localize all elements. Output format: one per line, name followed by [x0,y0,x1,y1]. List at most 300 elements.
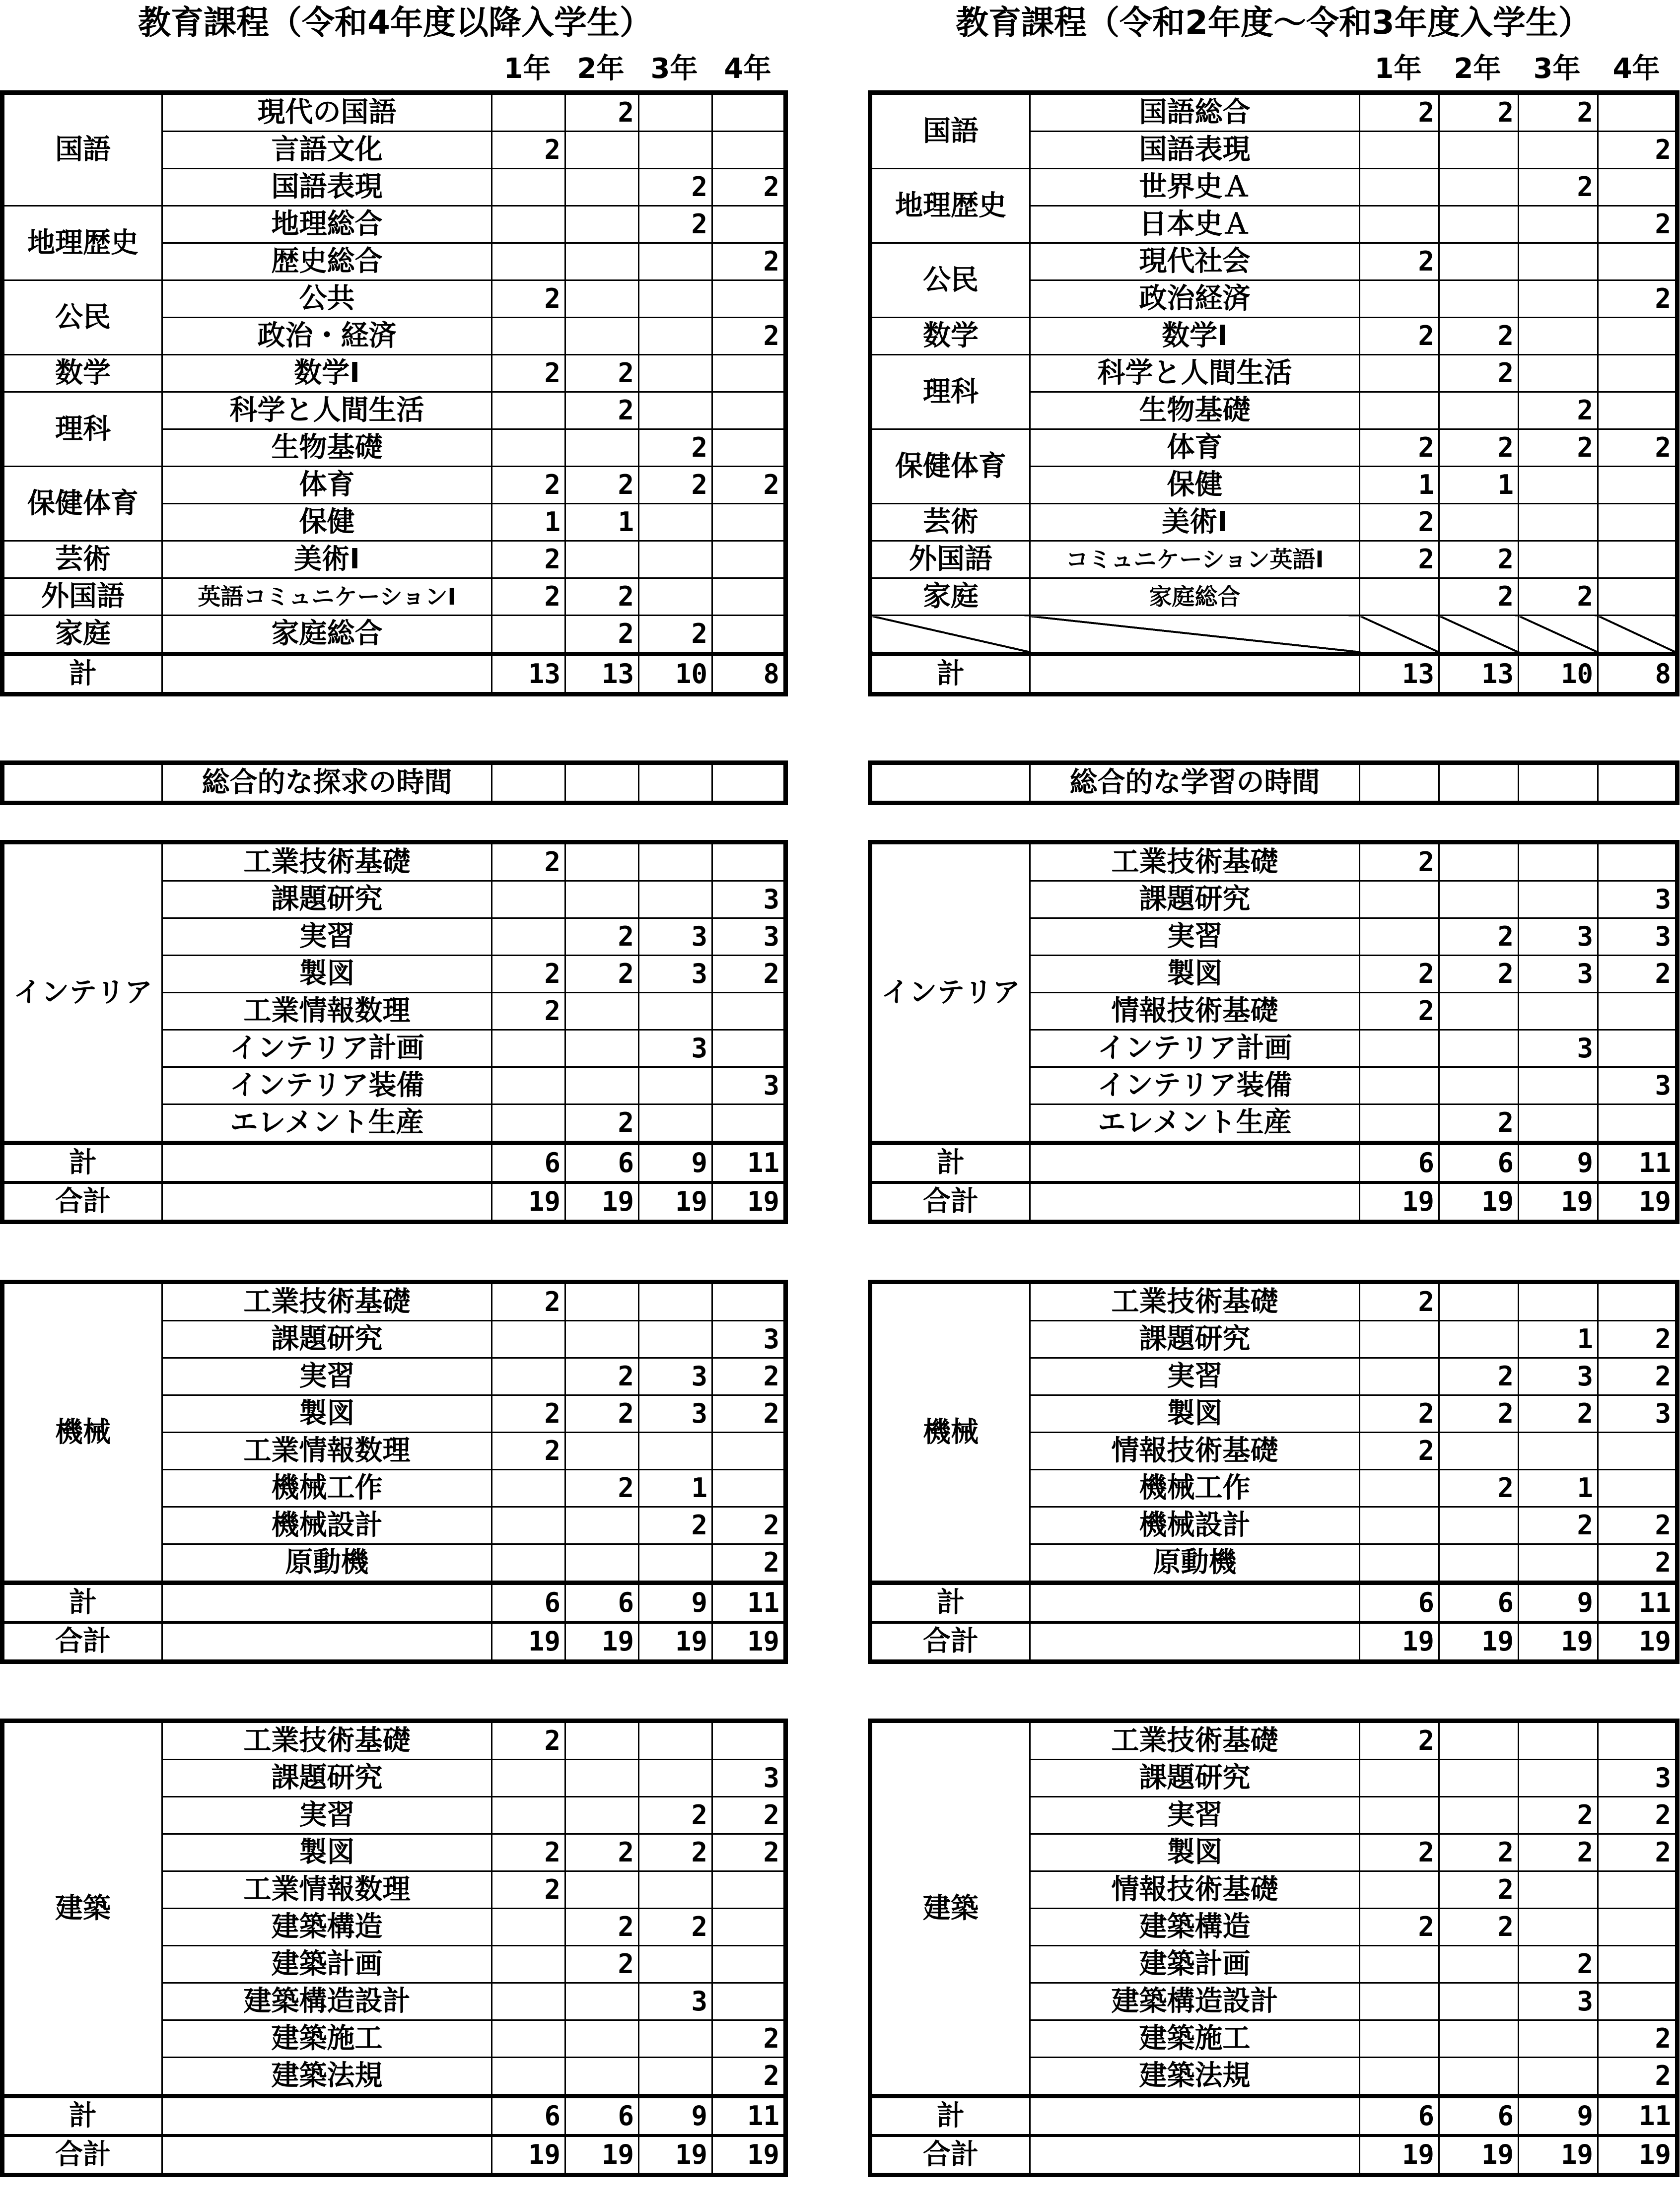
value-cell-year-1: 2 [492,541,565,578]
value-cell-year-2: 2 [565,1909,639,1946]
subject-name: 建築構造 [162,1909,492,1946]
value-cell-year-3 [1519,1871,1598,1909]
subject-name: 美術Ⅰ [1030,504,1360,541]
value-cell-year-1 [1360,132,1439,169]
value-cell-year-1 [492,2058,565,2096]
value-cell-year-3 [639,1282,712,1321]
value-cell-year-1: 1 [1360,467,1439,504]
value-cell-year-1: 2 [492,578,565,616]
value-cell-year-2: 2 [565,93,639,132]
value-cell-year-4 [1598,578,1678,616]
value-cell-year-3: 1 [1519,1321,1598,1358]
year-headers-left [490,50,784,88]
value-cell-year-2: 2 [565,1470,639,1507]
value-cell-year-4 [712,1871,786,1909]
value-cell-year-2 [1439,1282,1519,1321]
value-cell-year-4 [712,504,786,541]
value-cell-year-4: 11 [1598,1143,1678,1183]
value-cell-year-4 [1598,243,1678,280]
value-cell-year-2 [565,1544,639,1583]
subject-name: 製図 [162,1395,492,1433]
value-cell-year-1 [1360,206,1439,243]
value-cell-year-4: 11 [712,2096,786,2136]
value-cell-year-4: 2 [712,1797,786,1834]
subject-name: 国語表現 [162,169,492,206]
value-cell-year-3: 3 [639,1395,712,1433]
subject-name: 実習 [162,1358,492,1395]
subject-name: 実習 [1030,1797,1360,1834]
value-cell-year-3: 1 [639,1470,712,1507]
value-cell-year-4 [712,1282,786,1321]
value-cell-year-4: 11 [712,1583,786,1623]
value-cell-year-1 [1360,392,1439,429]
subject-name: 現代の国語 [162,93,492,132]
value-cell-year-4: 2 [1598,280,1678,318]
value-cell-year-4 [712,1946,786,1983]
subject-name: 工業技術基礎 [162,842,492,881]
value-cell-year-3: 2 [1519,1797,1598,1834]
value-cell-year-4 [712,429,786,467]
value-cell-year-4 [1598,541,1678,578]
value-cell-year-3 [1519,881,1598,918]
subject-name: 建築構造設計 [162,1983,492,2020]
value-cell-year-2 [1439,1321,1519,1358]
year-header: 2年 [1454,53,1501,85]
value-cell-year-1 [492,1983,565,2020]
subject-row [870,355,1678,392]
subject-name: 機械工作 [1030,1470,1360,1507]
value-cell-year-3 [639,1544,712,1583]
subject-name: 建築構造設計 [1030,1983,1360,2020]
total-subject-blank [162,1583,492,1623]
total-label: 合計 [870,1182,1030,1222]
value-cell-year-4: 2 [1598,1321,1678,1358]
value-cell-year-2 [1439,1760,1519,1797]
total-subject-blank [162,654,492,694]
value-cell-year-2: 19 [565,1622,639,1662]
total-subject-blank [1030,1622,1360,1662]
value-cell-year-2 [1439,1433,1519,1470]
department-table-arch [0,1719,788,2177]
subject-name: 英語コミュニケーションⅠ [162,578,492,616]
value-cell-year-1 [492,1104,565,1143]
value-cell-year-1: 2 [492,1433,565,1470]
department-table-machine [868,1280,1680,1664]
subject-name: 実習 [1030,918,1360,956]
value-cell-year-2: 2 [1439,1358,1519,1395]
value-cell-year-3: 3 [1519,918,1598,956]
value-cell-year-4: 19 [712,1622,786,1662]
subject-name: 製図 [1030,1834,1360,1871]
value-cell-year-3: 9 [639,2096,712,2136]
total-label: 計 [2,2096,162,2136]
integrated-study-table [868,760,1680,805]
value-cell-year-1: 2 [492,132,565,169]
value-cell-year-4 [712,1433,786,1470]
value-cell-year-1 [1360,578,1439,616]
value-cell-year-1 [492,1358,565,1395]
subject-row [870,1721,1678,1760]
value-cell-year-1 [1360,1321,1439,1358]
subject-row [2,392,786,429]
value-cell-year-1: 19 [492,1182,565,1222]
value-cell-year-4 [1598,318,1678,355]
value-cell-year-4 [712,1909,786,1946]
value-cell-year-1: 13 [1360,654,1439,694]
subject-name: 工業技術基礎 [1030,1282,1360,1321]
value-cell-year-1: 2 [1360,541,1439,578]
subject-name: 公共 [162,280,492,318]
value-cell-year-1: 2 [1360,1395,1439,1433]
subject-name: 地理総合 [162,206,492,243]
value-cell-year-3 [1519,842,1598,881]
category-cell: 理科 [870,355,1030,429]
subject-row [870,1282,1678,1321]
subject-name: 機械設計 [162,1507,492,1544]
value-cell-year-2 [565,169,639,206]
value-cell-year-2 [565,1282,639,1321]
value-cell-year-2 [565,280,639,318]
value-cell-year-3: 19 [1519,2136,1598,2175]
value-cell-year-3: 2 [639,169,712,206]
value-cell-year-4: 2 [712,243,786,280]
value-cell-year-1: 19 [492,1622,565,1662]
subject-row [870,842,1678,881]
value-cell-year-4: 19 [712,2136,786,2175]
value-cell-year-2 [565,243,639,280]
value-cell-year-3: 2 [639,467,712,504]
total-label: 計 [870,1143,1030,1183]
value-cell-year-1 [492,206,565,243]
value-cell-year-1: 2 [1360,429,1439,467]
value-cell-year-1: 2 [492,280,565,318]
value-cell-year-3 [639,504,712,541]
value-cell-year-4: 2 [712,956,786,993]
total-subject-blank [162,1143,492,1183]
value-cell-year-2: 2 [1439,578,1519,616]
value-cell-year-4 [712,578,786,616]
total-label: 合計 [2,2136,162,2175]
value-cell-year-3 [1519,1721,1598,1760]
value-cell-year-2 [565,993,639,1030]
subtotal-row [2,1583,786,1623]
subject-name: 言語文化 [162,132,492,169]
subject-row [2,280,786,318]
department-table-machine [0,1280,788,1664]
value-cell-year-2 [565,1871,639,1909]
value-cell-year-1 [1360,1358,1439,1395]
subject-name: インテリア装備 [1030,1067,1360,1104]
subtotal-row [2,654,786,694]
value-cell-year-3: 9 [1519,1143,1598,1183]
subject-name: 現代社会 [1030,243,1360,280]
value-cell-year-2: 19 [1439,1622,1519,1662]
value-cell-year-3: 2 [1519,1834,1598,1871]
value-cell-year-2: 2 [565,1946,639,1983]
value-cell-year-2: 19 [565,2136,639,2175]
total-label: 合計 [870,1622,1030,1662]
value-cell-year-4: 2 [1598,132,1678,169]
value-cell-year-4: 2 [1598,206,1678,243]
category-cell: 外国語 [870,541,1030,578]
category-cell: 数学 [870,318,1030,355]
value-cell-year-1 [492,1067,565,1104]
value-cell-year-3 [639,318,712,355]
subject-name: インテリア計画 [162,1030,492,1067]
value-cell-year-2 [1439,1946,1519,1983]
common-subjects-table [868,90,1680,696]
subject-name: 課題研究 [1030,1760,1360,1797]
value-cell-year-3: 10 [639,654,712,694]
value-cell-year-2 [1439,1067,1519,1104]
value-cell-year-1 [1360,1760,1439,1797]
value-cell-year-3: 2 [1519,1946,1598,1983]
value-cell-year-1 [492,881,565,918]
value-cell-year-2 [565,2058,639,2096]
category-cell: 地理歴史 [870,169,1030,243]
value-cell-year-3: 2 [1519,392,1598,429]
value-cell-year-1 [1360,2058,1439,2096]
value-cell-year-1 [1360,169,1439,206]
value-cell-year-2: 2 [1439,1470,1519,1507]
value-cell-year-3 [1519,318,1598,355]
category-cell: 国語 [870,93,1030,169]
value-cell-year-2 [565,1760,639,1797]
value-cell-year-1 [1360,2020,1439,2058]
category-cell: 地理歴史 [2,206,162,280]
value-cell-year-1: 19 [1360,1622,1439,1662]
value-cell-year-4 [1598,1282,1678,1321]
subject-name: 情報技術基礎 [1030,1433,1360,1470]
subject-name: 工業情報数理 [162,1871,492,1909]
value-cell-year-4: 2 [712,1507,786,1544]
year-header: 4年 [724,53,771,85]
value-cell-year-3 [1519,1067,1598,1104]
department-name: 建築 [870,1721,1030,2096]
value-cell-year-4: 11 [1598,1583,1678,1623]
value-cell-year-1: 2 [1360,993,1439,1030]
value-cell-year-4 [1598,1104,1678,1143]
value-cell-year-1 [1360,1030,1439,1067]
value-cell-year-1 [492,1470,565,1507]
category-cell: 家庭 [2,616,162,654]
subject-name: 政治経済 [1030,280,1360,318]
common-subjects-table [0,90,788,696]
value-cell-year-4 [712,206,786,243]
category-cell: 理科 [2,392,162,467]
value-cell-year-3 [639,2058,712,2096]
subject-name: 製図 [1030,956,1360,993]
subtotal-row [2,1143,786,1183]
value-cell-year-1: 2 [1360,318,1439,355]
value-cell-year-2: 2 [1439,1909,1519,1946]
grand-total-row [2,1622,786,1662]
subject-name: 科学と人間生活 [162,392,492,429]
subject-row [2,1282,786,1321]
category-cell: 公民 [2,280,162,355]
value-cell-year-3 [639,93,712,132]
value-cell-year-1: 2 [492,1834,565,1871]
value-cell-year-4: 19 [1598,1182,1678,1222]
value-cell-year-1: 2 [492,355,565,392]
subtotal-row [870,2096,1678,2136]
total-label: 計 [2,654,162,694]
value-cell-year-3: 10 [1519,654,1598,694]
value-cell-year-1 [1360,881,1439,918]
value-cell-year-1: 2 [492,1395,565,1433]
value-cell-year-2 [565,881,639,918]
year-headers-right [1358,50,1676,88]
value-cell-year-1 [1360,1871,1439,1909]
value-cell-year-4 [1598,1946,1678,1983]
subject-name: インテリア計画 [1030,1030,1360,1067]
value-cell-year-1 [492,1760,565,1797]
value-cell-year-2 [1439,763,1519,803]
subject-name: 建築計画 [1030,1946,1360,1983]
value-cell-year-4 [1598,842,1678,881]
value-cell-year-1 [492,918,565,956]
value-cell-year-3 [639,132,712,169]
value-cell-year-3 [639,763,712,803]
value-cell-year-4: 2 [712,1358,786,1395]
value-cell-year-2: 19 [1439,1182,1519,1222]
value-cell-year-3: 19 [1519,1622,1598,1662]
value-cell-year-1 [492,392,565,429]
value-cell-year-4: 2 [1598,2020,1678,2058]
category-cell: 家庭 [870,578,1030,616]
value-cell-year-1 [1360,1797,1439,1834]
value-cell-year-4: 3 [1598,1395,1678,1433]
value-cell-year-1: 6 [1360,1143,1439,1183]
value-cell-year-2: 2 [1439,1104,1519,1143]
subject-row [870,541,1678,578]
subject-name: エレメント生産 [162,1104,492,1143]
value-cell-year-1: 2 [1360,1433,1439,1470]
subject-name: 機械設計 [1030,1507,1360,1544]
value-cell-year-1 [492,318,565,355]
value-cell-year-2 [565,132,639,169]
value-cell-year-4: 2 [1598,1797,1678,1834]
value-cell-year-1: 2 [1360,842,1439,881]
value-cell-year-2 [565,1983,639,2020]
integrated-study-row [870,763,1678,803]
value-cell-year-4: 2 [1598,1834,1678,1871]
value-cell-year-1 [1360,1507,1439,1544]
value-cell-year-4: 2 [1598,2058,1678,2096]
value-cell-year-3: 2 [639,206,712,243]
subject-name: 建築法規 [162,2058,492,2096]
department-name: インテリア [2,842,162,1143]
value-cell-year-3 [1519,280,1598,318]
value-cell-year-4: 8 [712,654,786,694]
value-cell-year-2 [1439,392,1519,429]
subject-row [2,93,786,132]
total-label: 計 [2,1143,162,1183]
value-cell-year-2 [565,1030,639,1067]
department-name: 建築 [2,1721,162,2096]
value-cell-year-2 [1439,504,1519,541]
value-cell-year-1: 2 [492,842,565,881]
value-cell-year-1 [492,1030,565,1067]
subject-row [870,169,1678,206]
total-label: 計 [870,654,1030,694]
value-cell-year-4 [1598,1433,1678,1470]
value-cell-year-3: 19 [1519,1182,1598,1222]
subtotal-row [870,1143,1678,1183]
value-cell-year-4: 3 [712,1760,786,1797]
value-cell-year-4 [712,1470,786,1507]
value-cell-year-2: 13 [565,654,639,694]
subject-name: 歴史総合 [162,243,492,280]
value-cell-year-2 [1439,2058,1519,2096]
value-cell-year-1: 2 [1360,1282,1439,1321]
value-cell-year-4: 2 [712,169,786,206]
value-cell-year-2: 2 [565,578,639,616]
value-cell-year-4 [712,616,786,654]
value-cell-year-2: 2 [1439,541,1519,578]
value-cell-year-1 [1360,1946,1439,1983]
value-cell-year-3 [1519,1104,1598,1143]
value-cell-year-3: 2 [1519,578,1598,616]
value-cell-year-2: 2 [565,355,639,392]
value-cell-year-1: 6 [1360,1583,1439,1623]
value-cell-year-4: 2 [712,1834,786,1871]
value-cell-year-4 [1598,1909,1678,1946]
subject-name: 数学Ⅰ [162,355,492,392]
value-cell-year-3: 9 [639,1143,712,1183]
value-cell-year-2: 19 [565,1182,639,1222]
value-cell-year-4 [712,541,786,578]
subject-name: インテリア装備 [162,1067,492,1104]
value-cell-year-2 [565,1507,639,1544]
value-cell-year-1 [492,1946,565,1983]
value-cell-year-3 [639,1760,712,1797]
value-cell-year-4: 3 [712,918,786,956]
value-cell-year-4 [1598,1470,1678,1507]
value-cell-year-3: 2 [1519,169,1598,206]
value-cell-year-1 [492,763,565,803]
value-cell-year-2 [1439,169,1519,206]
total-subject-blank [1030,1143,1360,1183]
value-cell-year-3: 2 [639,1797,712,1834]
value-cell-year-2 [565,206,639,243]
value-cell-year-3 [639,392,712,429]
value-cell-year-3: 3 [1519,1358,1598,1395]
value-cell-year-2 [1439,1507,1519,1544]
value-cell-year-2: 13 [1439,654,1519,694]
value-cell-year-4 [712,1983,786,2020]
subject-name: 課題研究 [162,881,492,918]
subject-name: 保健 [1030,467,1360,504]
value-cell-year-2: 2 [565,1358,639,1395]
value-cell-year-3: 3 [1519,956,1598,993]
subject-name: 課題研究 [162,1760,492,1797]
subject-name: 工業技術基礎 [162,1282,492,1321]
subtotal-row [870,1583,1678,1623]
value-cell-year-1 [1360,1544,1439,1583]
value-cell-year-4: 2 [1598,1507,1678,1544]
total-subject-blank [1030,1182,1360,1222]
subject-row [2,616,786,654]
value-cell-year-3 [639,2020,712,2058]
value-cell-year-2 [1439,1983,1519,2020]
title-row [868,0,1679,50]
value-cell-year-4 [712,763,786,803]
subject-name: 情報技術基礎 [1030,1871,1360,1909]
value-cell-year-4 [1598,763,1678,803]
subject-name: 建築計画 [162,1946,492,1983]
value-cell-year-3: 19 [639,1622,712,1662]
